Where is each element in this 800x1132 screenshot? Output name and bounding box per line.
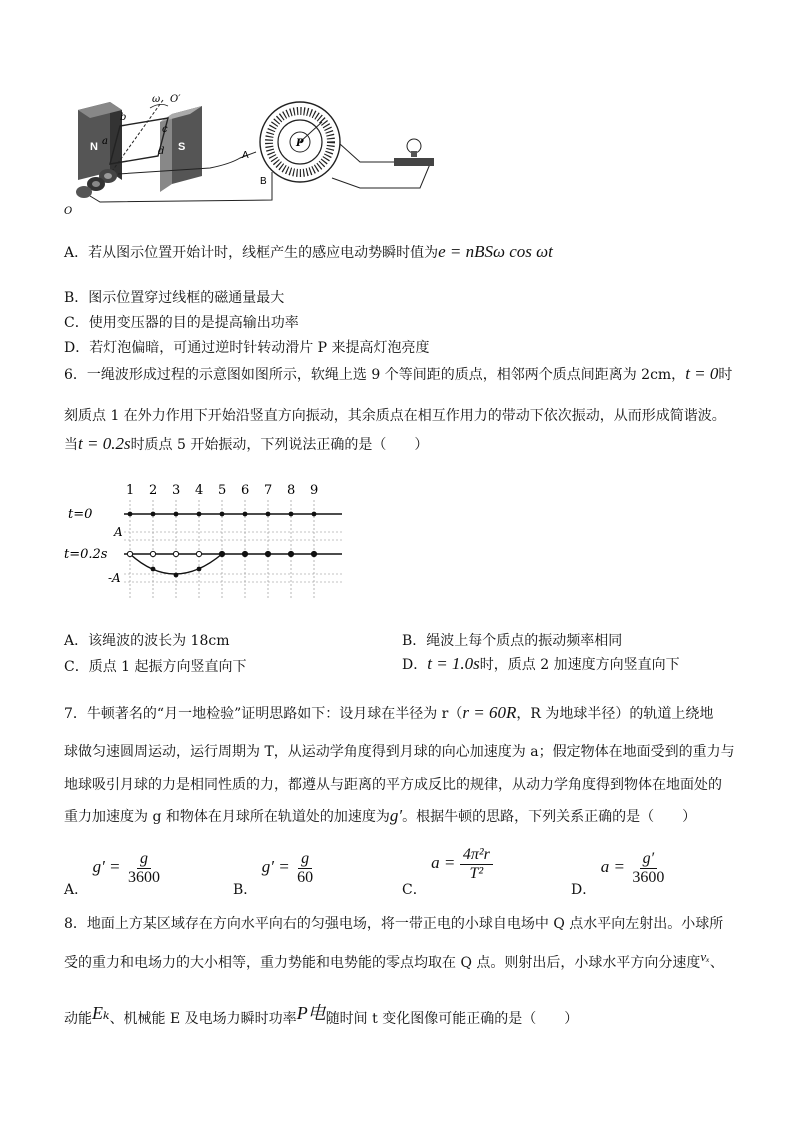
q5-option-c: C．使用变压器的目的是提高输出功率 [64,315,299,331]
q5-option-a-formula: e = nBSω cos ωt [438,242,553,261]
particle-t0 [312,512,317,517]
q6-stem-line-2: 刻质点 1 在外力作用下开始沿竖直方向振动，其余质点在相互作用力的带动下依次振动，从而形成简谐波。 [64,408,726,424]
q7-option-c-lhs: a = [431,853,456,873]
q8-stem-text-3c: 随时间 t 变化图像可能正确的是（ ） [325,1011,579,1027]
q8-stem-text-2b: 、 [709,955,724,971]
particle-t02 [311,551,316,556]
q7-stem-text-4b: 。根据牛顿的思路，下列关系正确的是（ ） [402,809,697,825]
particle-t02 [173,551,178,556]
q7-stem-line-4 [64,806,696,826]
q7-option-c-den: T² [469,864,484,882]
magnet-s-label: S [178,141,186,153]
particle-t02 [265,551,270,556]
q7-stem-line-3: 地球吸引月球的力是相同性质的力，都遵从与距离的平方成反比的规律，从动力学角度得到物体在地面处的 [64,777,722,793]
q8-stem-math-3b: P电 [296,1003,326,1023]
q8-stem-math-2: vₓ [700,949,710,964]
displaced-particle [197,567,202,572]
q7-stem-math-4: g′ [389,806,403,825]
q7-option-c-num: 4π²r [460,846,493,865]
q6-option-d-text: 时，质点 2 加速度方向竖直向下 [479,657,680,673]
particle-number-1: 1 [126,483,135,498]
axis-top-label: O′ [170,94,181,105]
q7-stem-text-4a: 重力加速度为 g 和物体在月球所在轨道处的加速度为 [64,809,390,825]
particle-t02 [288,551,293,556]
particle-t02 [127,551,132,556]
particle-t0 [128,512,133,517]
q7-option-b-den: 60 [297,868,314,886]
q7-stem-text-1a: 7．牛顿著名的“月一地检验”证明思路如下：设月球在半径为 r（ [64,706,463,722]
coil-d-label: d [158,146,165,157]
q6-stem-end-3: 时质点 5 开始振动，下列说法正确的是（ ） [130,437,429,453]
particle-t02 [150,551,155,556]
q7-option-a-den: 3600 [127,868,160,886]
q6-option-b: B．绳波上每个质点的振动频率相同 [402,633,623,649]
q7-option-d-lhs: a = [600,857,625,877]
q7-option-d-den: 3600 [632,868,665,886]
q7-option-d-label: D． [571,882,597,899]
q7-option-a-num: g [137,850,151,869]
q7-option-c-fraction [460,846,493,882]
q7-option-b-lhs: g′ = [261,857,290,877]
q7-stem-text-1b: ，R 为地球半径）的轨道上绕地 [516,706,714,722]
q7-option-a-lhs: g′ = [92,857,121,877]
q6-stem-line-1 [64,364,732,384]
particle-t02 [219,551,224,556]
particle-number-9: 9 [310,483,319,498]
q7-option-b-fraction [294,850,316,886]
rope-wave-figure [64,474,354,604]
coil-b-label: b [120,112,127,123]
terminal-b-label: B [260,176,267,187]
q5-option-b: B．图示位置穿过线框的磁通量最大 [64,290,285,306]
q8-stem-text-2a: 受的重力和电场力的大小相等，重力势能和电势能的零点均取在 Q 点。则射出后，小球水平方向分速度 [64,955,701,971]
q7-option-c [402,846,493,899]
q5-option-d: D．若灯泡偏暗，可通过逆时针转动滑片 P 来提高灯泡亮度 [64,340,430,356]
particle-t0 [197,512,202,517]
particle-t0 [266,512,271,517]
displaced-particle [151,567,156,572]
q6-stem-line-3 [64,434,428,454]
q8-stem-line-3 [64,999,578,1028]
q8-stem-math-3a: Eₖ [92,1003,110,1023]
axis-bottom-label: O [64,206,73,217]
q8-stem-text-3a: 动能 [64,1011,92,1027]
light-bulb-icon [394,139,434,166]
t0-label: t=0 [68,507,93,522]
particle-t0 [220,512,225,517]
particle-number-6: 6 [241,483,250,498]
q7-option-d [571,850,667,899]
omega-label: ω [152,94,161,105]
q5-option-a-text: A．若从图示位置开始计时，线框产生的感应电动势瞬时值为 [64,245,439,261]
coil-a-label: a [102,136,108,147]
t02-label: t=0.2s [64,547,108,562]
q7-option-a-fraction [125,850,163,886]
amp-pos-label: A [114,525,123,539]
q7-stem-line-2: 球做匀速圆周运动，运行周期为 T，从运动学角度得到月球的向心加速度为 a；假定物体在地面受到的重力与 [64,744,735,760]
q5-option-a [64,242,553,262]
q6-option-a: A．该绳波的波长为 18cm [64,633,230,649]
q8-stem-line-1: 8．地面上方某区域存在方向水平向右的匀强电场，将一带正电的小球自电场中 Q 点水平向左射出。小球所 [64,916,724,932]
q8-stem-text-3b: 、机械能 E 及电场力瞬时功率 [109,1011,297,1027]
q6-stem-text-1: 6．一绳波形成过程的示意图如图所示，软绳上选 9 个等间距的质点，相邻两个质点间距离为 2cm， [64,367,686,383]
q7-option-b-label: B． [233,882,258,899]
particle-number-2: 2 [149,483,158,498]
coil-c-label: c [162,124,168,135]
particle-number-5: 5 [218,483,227,498]
q6-stem-math-3: t = 0.2s [78,434,131,453]
q6-stem-end-1: 时 [718,367,733,383]
q7-stem-line-1 [64,703,713,723]
q6-option-d [402,654,680,674]
q6-stem-math-1: t = 0 [685,364,719,383]
q6-option-c: C．质点 1 起振方向竖直向下 [64,659,247,675]
q6-option-d-math: t = 1.0s [427,654,480,673]
particle-number-8: 8 [287,483,296,498]
particle-number-4: 4 [195,483,204,498]
q6-option-d-label: D． [402,657,428,673]
particle-number-7: 7 [264,483,273,498]
q7-option-b-num: g [298,850,312,869]
particle-t0 [174,512,179,517]
q7-stem-math-1: r = 60R [462,703,517,722]
particle-number-3: 3 [172,483,181,498]
generator-transformer-diagram [60,88,440,220]
particle-t02 [242,551,247,556]
particle-t02 [196,551,201,556]
q7-option-d-fraction [629,850,667,886]
slider-p-label: P [296,138,304,149]
q7-option-a-label: A． [64,882,89,899]
q7-option-d-num: g′ [640,850,658,869]
displaced-particle [174,573,179,578]
particle-t0 [151,512,156,517]
q6-stem-start-3: 当 [64,437,78,453]
q8-stem-line-2 [64,949,724,972]
amp-neg-label: -A [108,571,121,585]
q7-option-b [233,850,316,899]
q7-option-c-label: C． [402,882,427,899]
terminal-a-label: A [242,150,249,161]
magnet-n-label: N [90,141,98,153]
particle-t0 [243,512,248,517]
particle-t0 [289,512,294,517]
q7-option-a [64,850,163,899]
